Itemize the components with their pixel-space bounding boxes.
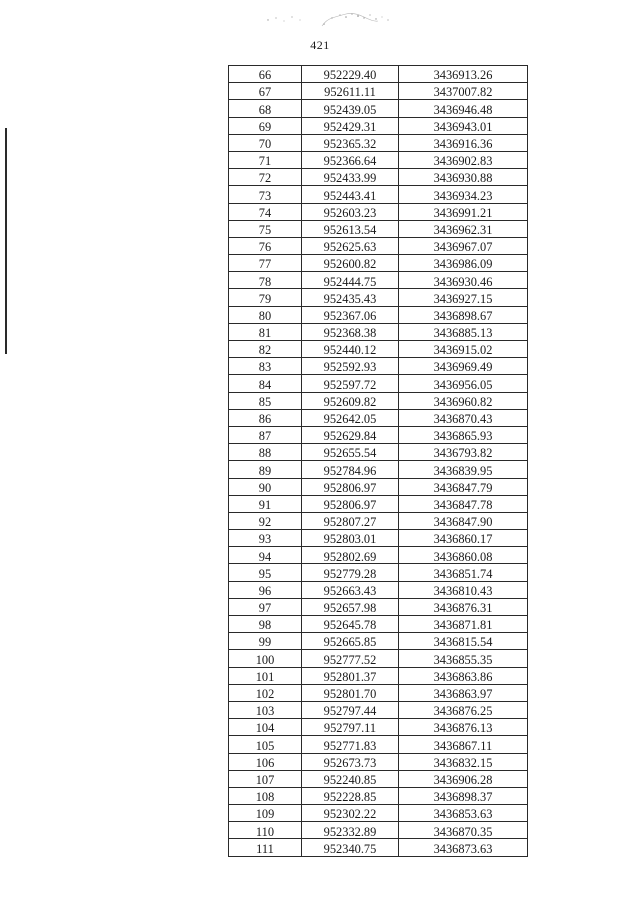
table-row	[229, 117, 528, 134]
point-number-cell: 110	[229, 822, 302, 839]
point-number-cell: 102	[229, 684, 302, 701]
point-number-cell: 103	[229, 701, 302, 718]
point-number-cell: 66	[229, 66, 302, 83]
y-coordinate-cell: 3436847.79	[399, 478, 528, 495]
table-row	[229, 581, 528, 598]
y-coordinate-cell: 3436871.81	[399, 616, 528, 633]
point-number-cell: 95	[229, 564, 302, 581]
y-coordinate-cell: 3436902.83	[399, 151, 528, 168]
table-row	[229, 306, 528, 323]
table-row	[229, 444, 528, 461]
x-coordinate-cell: 952429.31	[302, 117, 399, 134]
y-coordinate-cell: 3436847.78	[399, 495, 528, 512]
point-number-cell: 83	[229, 358, 302, 375]
point-number-cell: 72	[229, 169, 302, 186]
x-coordinate-cell: 952807.27	[302, 512, 399, 529]
table-row	[229, 134, 528, 151]
y-coordinate-cell: 3436815.54	[399, 633, 528, 650]
table-row	[229, 203, 528, 220]
y-coordinate-cell: 3437007.82	[399, 83, 528, 100]
x-coordinate-cell: 952625.63	[302, 237, 399, 254]
point-number-cell: 81	[229, 323, 302, 340]
y-coordinate-cell: 3436860.17	[399, 530, 528, 547]
y-coordinate-cell: 3436873.63	[399, 839, 528, 856]
point-number-cell: 105	[229, 736, 302, 753]
x-coordinate-cell: 952367.06	[302, 306, 399, 323]
point-number-cell: 100	[229, 650, 302, 667]
page-number: 421	[310, 38, 330, 52]
y-coordinate-cell: 3436934.23	[399, 186, 528, 203]
table-row	[229, 66, 528, 83]
x-coordinate-cell: 952797.11	[302, 719, 399, 736]
x-coordinate-cell: 952368.38	[302, 323, 399, 340]
table-row	[229, 100, 528, 117]
table-row	[229, 805, 528, 822]
x-coordinate-cell: 952440.12	[302, 341, 399, 358]
table-row	[229, 426, 528, 443]
y-coordinate-cell: 3436906.28	[399, 770, 528, 787]
x-coordinate-cell: 952592.93	[302, 358, 399, 375]
table-row	[229, 650, 528, 667]
y-coordinate-cell: 3436870.35	[399, 822, 528, 839]
x-coordinate-cell: 952806.97	[302, 478, 399, 495]
table-row	[229, 392, 528, 409]
table-row	[229, 719, 528, 736]
x-coordinate-cell: 952611.11	[302, 83, 399, 100]
table-row	[229, 684, 528, 701]
y-coordinate-cell: 3436810.43	[399, 581, 528, 598]
x-coordinate-cell: 952803.01	[302, 530, 399, 547]
point-number-cell: 111	[229, 839, 302, 856]
y-coordinate-cell: 3436898.37	[399, 787, 528, 804]
point-number-cell: 106	[229, 753, 302, 770]
y-coordinate-cell: 3436847.90	[399, 512, 528, 529]
table-row	[229, 616, 528, 633]
point-number-cell: 96	[229, 581, 302, 598]
point-number-cell: 80	[229, 306, 302, 323]
y-coordinate-cell: 3436956.05	[399, 375, 528, 392]
table-row	[229, 839, 528, 856]
x-coordinate-cell: 952365.32	[302, 134, 399, 151]
coordinate-table	[228, 65, 528, 857]
table-row	[229, 633, 528, 650]
point-number-cell: 90	[229, 478, 302, 495]
y-coordinate-cell: 3436851.74	[399, 564, 528, 581]
point-number-cell: 98	[229, 616, 302, 633]
x-coordinate-cell: 952665.85	[302, 633, 399, 650]
x-coordinate-cell: 952603.23	[302, 203, 399, 220]
table-row	[229, 461, 528, 478]
y-coordinate-cell: 3436885.13	[399, 323, 528, 340]
x-coordinate-cell: 952642.05	[302, 409, 399, 426]
point-number-cell: 77	[229, 255, 302, 272]
point-number-cell: 107	[229, 770, 302, 787]
y-coordinate-cell: 3436960.82	[399, 392, 528, 409]
x-coordinate-cell: 952228.85	[302, 787, 399, 804]
table-row	[229, 512, 528, 529]
x-coordinate-cell: 952801.70	[302, 684, 399, 701]
x-coordinate-cell: 952443.41	[302, 186, 399, 203]
table-row	[229, 547, 528, 564]
x-coordinate-cell: 952613.54	[302, 220, 399, 237]
table-row	[229, 341, 528, 358]
table-row	[229, 237, 528, 254]
point-number-cell: 87	[229, 426, 302, 443]
y-coordinate-cell: 3436867.11	[399, 736, 528, 753]
y-coordinate-cell: 3436870.43	[399, 409, 528, 426]
y-coordinate-cell: 3436930.46	[399, 272, 528, 289]
y-coordinate-cell: 3436853.63	[399, 805, 528, 822]
x-coordinate-cell: 952645.78	[302, 616, 399, 633]
x-coordinate-cell: 952629.84	[302, 426, 399, 443]
y-coordinate-cell: 3436898.67	[399, 306, 528, 323]
table-row	[229, 272, 528, 289]
point-number-cell: 68	[229, 100, 302, 117]
y-coordinate-cell: 3436969.49	[399, 358, 528, 375]
point-number-cell: 97	[229, 598, 302, 615]
point-number-cell: 86	[229, 409, 302, 426]
y-coordinate-cell: 3436913.26	[399, 66, 528, 83]
y-coordinate-cell: 3436986.09	[399, 255, 528, 272]
point-number-cell: 74	[229, 203, 302, 220]
x-coordinate-cell: 952240.85	[302, 770, 399, 787]
table-row	[229, 151, 528, 168]
x-coordinate-cell: 952806.97	[302, 495, 399, 512]
x-coordinate-cell: 952332.89	[302, 822, 399, 839]
table-row	[229, 701, 528, 718]
point-number-cell: 75	[229, 220, 302, 237]
x-coordinate-cell: 952673.73	[302, 753, 399, 770]
y-coordinate-cell: 3436916.36	[399, 134, 528, 151]
table-row	[229, 495, 528, 512]
point-number-cell: 109	[229, 805, 302, 822]
table-row	[229, 220, 528, 237]
point-number-cell: 76	[229, 237, 302, 254]
table-row	[229, 822, 528, 839]
x-coordinate-cell: 952433.99	[302, 169, 399, 186]
y-coordinate-cell: 3436793.82	[399, 444, 528, 461]
point-number-cell: 85	[229, 392, 302, 409]
point-number-cell: 89	[229, 461, 302, 478]
table-row	[229, 409, 528, 426]
point-number-cell: 69	[229, 117, 302, 134]
x-coordinate-cell: 952366.64	[302, 151, 399, 168]
point-number-cell: 101	[229, 667, 302, 684]
x-coordinate-cell: 952784.96	[302, 461, 399, 478]
y-coordinate-cell: 3436860.08	[399, 547, 528, 564]
point-number-cell: 78	[229, 272, 302, 289]
point-number-cell: 91	[229, 495, 302, 512]
point-number-cell: 93	[229, 530, 302, 547]
x-coordinate-cell: 952435.43	[302, 289, 399, 306]
x-coordinate-cell: 952797.44	[302, 701, 399, 718]
point-number-cell: 71	[229, 151, 302, 168]
y-coordinate-cell: 3436832.15	[399, 753, 528, 770]
y-coordinate-cell: 3436930.88	[399, 169, 528, 186]
y-coordinate-cell: 3436943.01	[399, 117, 528, 134]
point-number-cell: 73	[229, 186, 302, 203]
table-row	[229, 186, 528, 203]
x-coordinate-cell: 952340.75	[302, 839, 399, 856]
coordinate-table-body	[229, 66, 528, 857]
x-coordinate-cell: 952302.22	[302, 805, 399, 822]
table-row	[229, 358, 528, 375]
point-number-cell: 99	[229, 633, 302, 650]
x-coordinate-cell: 952777.52	[302, 650, 399, 667]
table-row	[229, 598, 528, 615]
table-row	[229, 255, 528, 272]
point-number-cell: 108	[229, 787, 302, 804]
y-coordinate-cell: 3436876.25	[399, 701, 528, 718]
table-row	[229, 787, 528, 804]
y-coordinate-cell: 3436915.02	[399, 341, 528, 358]
table-row	[229, 83, 528, 100]
point-number-cell: 94	[229, 547, 302, 564]
x-coordinate-cell: 952801.37	[302, 667, 399, 684]
y-coordinate-cell: 3436863.97	[399, 684, 528, 701]
x-coordinate-cell: 952597.72	[302, 375, 399, 392]
x-coordinate-cell: 952779.28	[302, 564, 399, 581]
y-coordinate-cell: 3436876.31	[399, 598, 528, 615]
table-row	[229, 169, 528, 186]
table-row	[229, 770, 528, 787]
table-row	[229, 753, 528, 770]
table-row	[229, 289, 528, 306]
y-coordinate-cell: 3436855.35	[399, 650, 528, 667]
point-number-cell: 79	[229, 289, 302, 306]
y-coordinate-cell: 3436991.21	[399, 203, 528, 220]
point-number-cell: 70	[229, 134, 302, 151]
table-row	[229, 564, 528, 581]
point-number-cell: 92	[229, 512, 302, 529]
point-number-cell: 88	[229, 444, 302, 461]
point-number-cell: 67	[229, 83, 302, 100]
x-coordinate-cell: 952771.83	[302, 736, 399, 753]
x-coordinate-cell: 952655.54	[302, 444, 399, 461]
x-coordinate-cell: 952439.05	[302, 100, 399, 117]
y-coordinate-cell: 3436865.93	[399, 426, 528, 443]
y-coordinate-cell: 3436863.86	[399, 667, 528, 684]
x-coordinate-cell: 952657.98	[302, 598, 399, 615]
point-number-cell: 82	[229, 341, 302, 358]
table-row	[229, 478, 528, 495]
y-coordinate-cell: 3436839.95	[399, 461, 528, 478]
y-coordinate-cell: 3436962.31	[399, 220, 528, 237]
y-coordinate-cell: 3436946.48	[399, 100, 528, 117]
table-row	[229, 323, 528, 340]
table-row	[229, 736, 528, 753]
table-row	[229, 375, 528, 392]
y-coordinate-cell: 3436927.15	[399, 289, 528, 306]
y-coordinate-cell: 3436876.13	[399, 719, 528, 736]
point-number-cell: 84	[229, 375, 302, 392]
table-row	[229, 530, 528, 547]
left-margin-scan-line	[5, 128, 7, 354]
y-coordinate-cell: 3436967.07	[399, 237, 528, 254]
x-coordinate-cell: 952444.75	[302, 272, 399, 289]
point-number-cell: 104	[229, 719, 302, 736]
x-coordinate-cell: 952229.40	[302, 66, 399, 83]
table-row	[229, 667, 528, 684]
scan-smudge-mark	[262, 6, 402, 28]
x-coordinate-cell: 952802.69	[302, 547, 399, 564]
x-coordinate-cell: 952600.82	[302, 255, 399, 272]
x-coordinate-cell: 952663.43	[302, 581, 399, 598]
x-coordinate-cell: 952609.82	[302, 392, 399, 409]
